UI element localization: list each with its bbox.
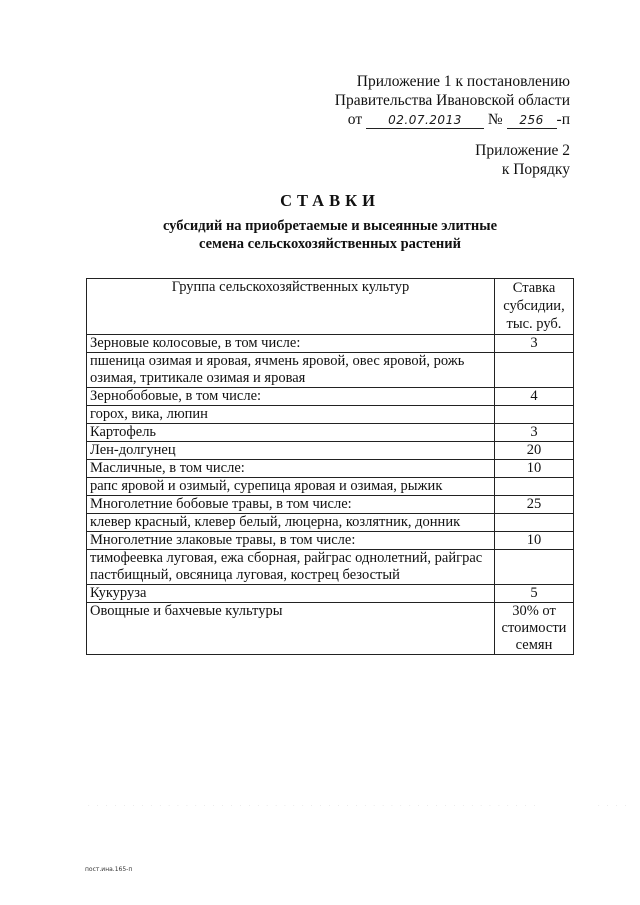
table-row	[87, 335, 574, 353]
rates-table	[86, 278, 574, 655]
rate-value: 5	[495, 585, 574, 603]
table-header-row	[87, 279, 574, 335]
annex2-line-1: Приложение 2	[475, 142, 570, 159]
table-row	[87, 406, 574, 424]
handwritten-date: 02.07.2013	[366, 113, 484, 129]
table-row	[87, 496, 574, 514]
crop-name: Масличные, в том числе:	[87, 460, 495, 478]
rate-value	[495, 550, 574, 585]
document-title: СТАВКИ	[280, 191, 380, 210]
crop-name: Картофель	[87, 424, 495, 442]
table-row	[87, 585, 574, 603]
rate-line-1: 30% от	[512, 603, 556, 619]
rate-value	[495, 353, 574, 388]
crop-name: Кукуруза	[87, 585, 495, 603]
crop-name: Овощные и бахчевые культуры	[87, 603, 495, 655]
table-row	[87, 514, 574, 532]
header-rate	[495, 279, 574, 335]
table-row	[87, 388, 574, 406]
header-rate-line-1: Ставка	[512, 280, 556, 296]
header-group: Группа сельскохозяйственных культур	[87, 279, 495, 335]
rate-value: 10	[495, 460, 574, 478]
footer-code: пост.ина.165-п	[85, 866, 133, 873]
rate-value	[495, 514, 574, 532]
rate-value	[495, 478, 574, 496]
table-row	[87, 550, 574, 585]
document-subtitle-line-1: субсидий на приобретаемые и высеянные элитные	[162, 218, 498, 234]
table-row	[87, 460, 574, 478]
annex-date-number-line	[335, 110, 570, 129]
header-rate-line-2: субсидии,	[503, 298, 565, 314]
rate-value: 25	[495, 496, 574, 514]
table-row	[87, 353, 574, 388]
rate-value: 3	[495, 424, 574, 442]
number-label: №	[487, 111, 503, 128]
table-row	[87, 442, 574, 460]
rate-line-3: семян	[515, 637, 553, 653]
crop-name: Многолетние злаковые травы, в том числе:	[87, 532, 495, 550]
table-row	[87, 603, 574, 655]
crop-name: Зерновые колосовые, в том числе:	[87, 335, 495, 353]
crop-name: пшеница озимая и яровая, ячмень яровой, овес яровой, рожь озимая, тритикале озимая и яровая	[87, 353, 495, 388]
header-rate-line-3: тыс. руб.	[506, 316, 562, 332]
annex-header	[335, 72, 570, 129]
table-row	[87, 478, 574, 496]
crop-name: тимофеевка луговая, ежа сборная, райграс однолетний, райграс пастбищный, овсяница луговая, кострец безостый	[87, 550, 495, 585]
annex-line-1: Приложение 1 к постановлению	[356, 73, 570, 90]
scan-dots-right: · · · ·	[598, 804, 630, 809]
crop-name: Лен-долгунец	[87, 442, 495, 460]
rate-value	[495, 603, 574, 655]
rate-value: 10	[495, 532, 574, 550]
crop-name: рапс яровой и озимый, сурепица яровая и озимая, рыжик	[87, 478, 495, 496]
rate-value: 20	[495, 442, 574, 460]
annex-line-2: Правительства Ивановской области	[334, 92, 570, 109]
handwritten-number: 256	[507, 113, 557, 129]
crop-name: Зернобобовые, в том числе:	[87, 388, 495, 406]
crop-name: горох, вика, люпин	[87, 406, 495, 424]
annex2-line-2: к Порядку	[501, 161, 570, 178]
annex2-header	[475, 141, 570, 179]
number-suffix: -п	[556, 111, 570, 128]
title-block	[86, 191, 574, 253]
table-row	[87, 532, 574, 550]
rate-value	[495, 406, 574, 424]
crop-name: Многолетние бобовые травы, в том числе:	[87, 496, 495, 514]
crop-name: клевер красный, клевер белый, люцерна, козлятник, донник	[87, 514, 495, 532]
rate-value: 4	[495, 388, 574, 406]
table-row	[87, 424, 574, 442]
from-label: от	[347, 111, 363, 128]
document-subtitle-line-2: семена сельскохозяйственных растений	[198, 236, 461, 252]
rate-line-2: стоимости	[501, 620, 567, 636]
rate-value: 3	[495, 335, 574, 353]
scan-dots-left: · · · · · · · · · · · · · · · · · · · · · · · · · · · · · · · · · · · · · · · · · · · · · · · · · · ·	[88, 804, 539, 809]
